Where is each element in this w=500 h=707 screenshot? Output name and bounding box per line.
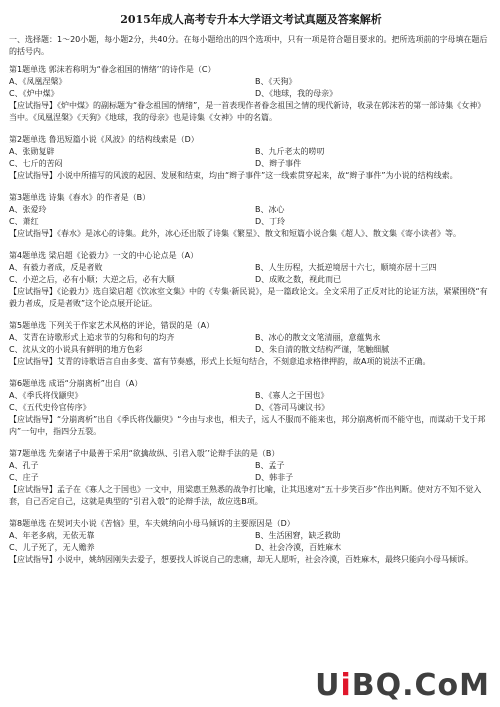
answer-explanation: 【应试指导】《春水》是冰心的诗集。此外，冰心还出版了诗集《繁星》、散文和短篇小说合集《超人》、散文集《寄小读者》等。 — [9, 229, 461, 238]
answer-option: B、孟子 — [255, 461, 285, 470]
answer-explanation: 【应试指导】小说中所描写的风波的起因、发展和结束，均由“辫子事件”这一线索贯穿起来，故“辫子事件”为小说的结构线索。 — [9, 171, 458, 180]
question-stem: 第1题单选 郭沫若称明为“眷念祖国的情绪’’的诗作是（C） — [9, 65, 216, 74]
answer-option: A、孔子 — [9, 461, 39, 470]
question-stem: 第6题单选 成语“分崩离析”出自（A） — [9, 379, 143, 388]
question-options — [9, 76, 493, 100]
question-options — [9, 204, 493, 228]
question-stem: 第5题单选 下列关于作家艺术风格的评论，错误的是（A） — [9, 321, 215, 330]
question-options — [9, 390, 493, 414]
page-title: 2015年成人高考专升本大学语文考试真题及答案解析 — [120, 13, 382, 26]
answer-option: C、萧红 — [9, 217, 39, 226]
answer-option: A、《凤凰涅槃》 — [9, 77, 67, 86]
answer-option: C、小逆之后，必有小顺；大逆之后，必有大顺 — [9, 275, 175, 284]
answer-option: B、冰心的散文文笔清丽，意蕴隽永 — [255, 333, 381, 342]
question-stem: 第3题单选 诗集《春水》的作者是（B） — [9, 193, 151, 202]
answer-option: C、儿子死了，无人赡养 — [9, 543, 95, 552]
question-item — [9, 378, 493, 438]
watermark-logo: UiBQ.CoM — [315, 668, 490, 703]
answer-option: D、《答司马谏议书》 — [255, 403, 330, 412]
answer-option: B、生活困窘，缺乏救助 — [255, 531, 341, 540]
question-item — [9, 192, 493, 240]
section-intro: 一、选择题：1～20小题，每小题2分，共40分。在每小题给出的四个选项中，只有一项是符合题目要求的。把所选项前的字母填在题后的括号内。 — [9, 35, 488, 56]
answer-option: A、艾青在诗歌形式上追求节的匀称和句的均齐 — [9, 333, 175, 342]
answer-option: B、《寡人之于国也》 — [255, 391, 329, 400]
answer-option: B、九斤老太的唠叨 — [255, 147, 325, 156]
answer-option: D、丁玲 — [255, 217, 286, 226]
question-options — [9, 530, 493, 554]
question-item — [9, 320, 493, 368]
answer-option: D、成败之数，视此而已 — [255, 275, 342, 284]
answer-option: D、社会冷漠，百姓麻木 — [255, 543, 342, 552]
answer-option: C、《炉中煤》 — [9, 89, 59, 98]
question-stem: 第2题单选 鲁迅短篇小说《风波》的结构线索是（D） — [9, 135, 199, 144]
answer-option: C、七斤的苦闷 — [9, 159, 63, 168]
answer-option: D、辫子事件 — [255, 159, 302, 168]
answer-option: D、朱自清的散文结构严谨，笔触细腻 — [255, 345, 390, 354]
question-item — [9, 518, 493, 566]
question-list — [9, 64, 493, 566]
question-options — [9, 332, 493, 356]
question-item — [9, 250, 493, 310]
answer-option: B、人生历程，大抵逆境居十六七，顺境亦居十三四 — [255, 263, 437, 272]
answer-explanation: 【应试指导】《炉中煤》的副标题为“眷念祖国的情绪”，是一首表现作者眷念祖国之情的现代新诗，收录在郭沫若的第一部诗集《女神》当中。《凤凰涅槃》《天狗》《地球，我的母亲》也是诗集《女神》中的名篇。 — [9, 101, 486, 122]
answer-option: A、张爱玲 — [9, 205, 47, 214]
answer-explanation: 【应试指导】《论毅力》选自梁启超《饮冰室文集》中的《专集·新民说》，是一篇政论文。全文采用了正反对比的论证方法，紧紧围绕“有毅力者成，反是者败”这个论点展开论证。 — [9, 287, 488, 308]
question-item — [9, 448, 493, 508]
answer-option: B、冰心 — [255, 205, 285, 214]
answer-option: B、《天狗》 — [255, 77, 297, 86]
answer-option: C、《五代史伶官传序》 — [9, 403, 91, 412]
answer-explanation: 【应试指导】“分崩离析”出自《季氏将伐颛臾》“今由与求也，相夫子，远人不服而不能来也，邦分崩离析而不能守也，而谋动干戈于邦内”一句中，指四分五裂。 — [9, 415, 486, 436]
question-options — [9, 460, 493, 484]
exam-document — [9, 12, 493, 576]
answer-explanation: 【应试指导】孟子在《寡人之于国也》一文中，用梁惠王熟悉的战争打比喻，让其迅速对“五十步笑百步”作出判断。使对方不知不觉入套，自己否定自己，这就是典型的“引君入彀”的论辩手法，故应选B项。 — [9, 485, 482, 506]
answer-explanation: 【应试指导】小说中，姚纳因刚失去爱子，想要找人诉说自己的悲痛，却无人愿听，社会冷漠，百姓麻木，最终只能向小母马倾诉。 — [9, 555, 473, 564]
answer-option: A、有毅力者成，反是者败 — [9, 263, 103, 272]
question-options — [9, 262, 493, 286]
question-stem: 第7题单选 先秦诸子中最善于采用“欲擒故纵、引君入彀’’论辩手法的是（B） — [9, 449, 280, 458]
answer-option: C、沈从文的小说具有鲜明的地方色彩 — [9, 345, 143, 354]
answer-option: D、韩非子 — [255, 473, 294, 482]
question-item — [9, 64, 493, 124]
question-stem: 第8题单选 在契诃夫小说《苦恼》里，车夫姚纳向小母马倾诉的主要原因是（D） — [9, 519, 295, 528]
answer-option: D、《地球，我的母亲》 — [255, 89, 338, 98]
answer-option: A、张勋复辟 — [9, 147, 55, 156]
question-item — [9, 134, 493, 182]
answer-option: A、《季氏将伐颛臾》 — [9, 391, 83, 400]
answer-explanation: 【应试指导】艾青的诗歌语言自由多变、富有节奏感，形式上长短句结合，不刻意追求格律押韵，故A项的说法不正确。 — [9, 357, 431, 366]
answer-option: C、庄子 — [9, 473, 39, 482]
question-options — [9, 146, 493, 170]
answer-option: A、年老多病，无依无靠 — [9, 531, 95, 540]
question-stem: 第4题单选 梁启超《论毅力》一文的中心论点是（A） — [9, 251, 199, 260]
